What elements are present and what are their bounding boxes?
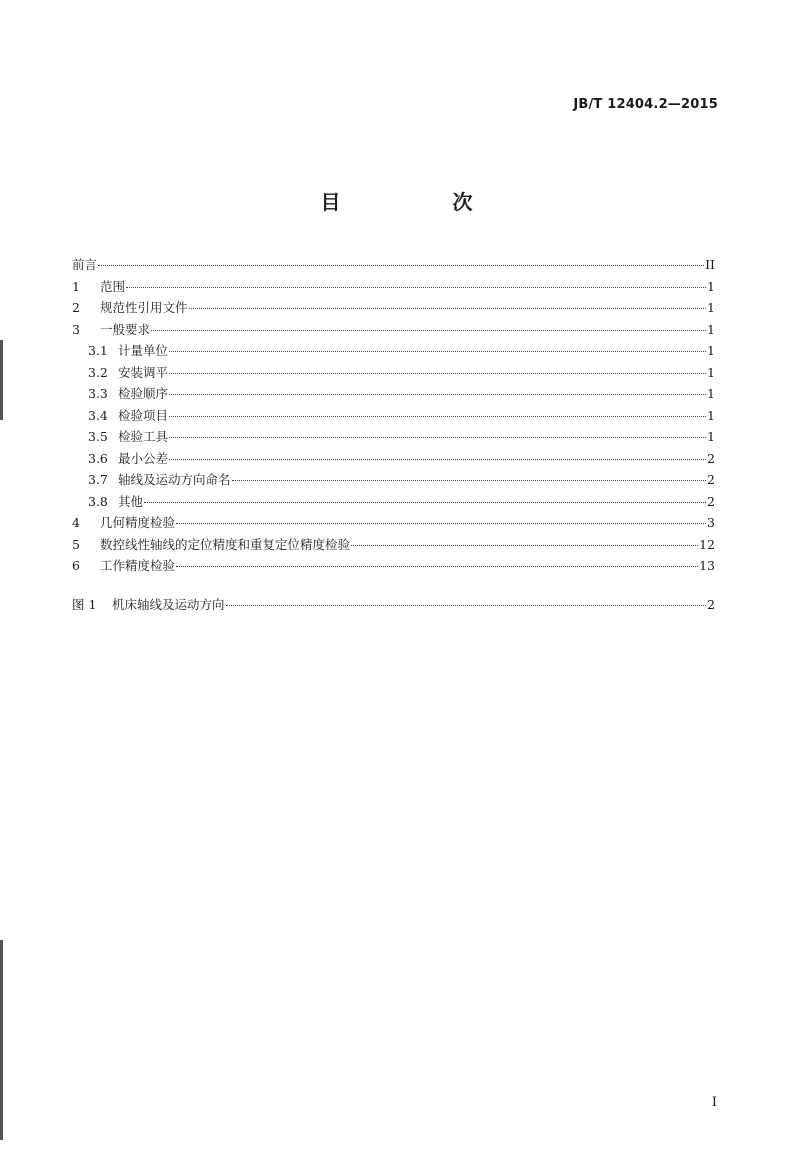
scan-edge-mark <box>0 940 3 1140</box>
toc-entry-page: 2 <box>707 596 715 612</box>
toc-entry-page: 1 <box>707 364 715 380</box>
toc-entry[interactable] <box>72 469 715 491</box>
toc-entry-number: 6 <box>72 558 80 573</box>
toc-entry-label: 检验顺序 <box>118 386 169 401</box>
toc-entry-number: 4 <box>72 515 80 530</box>
toc-entry[interactable] <box>72 491 715 513</box>
toc-entry-page: 12 <box>699 536 715 552</box>
toc-entry[interactable] <box>72 383 715 405</box>
page-number: I <box>711 1095 717 1110</box>
toc-entry-page: 2 <box>707 472 715 487</box>
toc-entry[interactable] <box>72 254 715 276</box>
toc-entry-page: II <box>705 257 715 272</box>
toc-entry-page: 1 <box>707 300 715 315</box>
toc-entry[interactable] <box>72 555 715 577</box>
toc-entry-number: 3.6 <box>88 450 108 466</box>
toc-entry-number: 3.1 <box>88 343 108 358</box>
toc-entry-number: 3.8 <box>88 493 108 509</box>
standard-code: JB/T 12404.2—2015 <box>573 97 718 112</box>
dot-leader <box>232 479 707 481</box>
toc-entry-number: 3.4 <box>88 407 108 423</box>
toc-entry-number: 3.2 <box>88 364 108 380</box>
toc-entry-number: 2 <box>72 300 80 315</box>
toc-entry-label: 数控线性轴线的定位精度和重复定位精度检验 <box>100 536 351 552</box>
toc-entry-page: 1 <box>707 343 715 358</box>
dot-leader <box>226 604 707 606</box>
toc-entry-number: 5 <box>72 536 80 552</box>
toc-entry-page: 1 <box>707 429 715 444</box>
dot-leader <box>98 264 704 266</box>
dot-leader <box>169 350 706 352</box>
toc-entry-label: 范围 <box>100 278 126 294</box>
toc-entry-label: 轴线及运动方向命名 <box>118 472 231 487</box>
toc-entry-page: 1 <box>707 278 715 294</box>
toc-entry[interactable] <box>72 340 715 362</box>
toc-entry-page: 3 <box>707 515 715 530</box>
toc-entry[interactable] <box>72 276 715 298</box>
dot-leader <box>351 544 698 546</box>
dot-leader <box>176 565 698 567</box>
scan-edge-mark <box>0 340 3 420</box>
toc-entry[interactable] <box>72 594 715 616</box>
toc-entry-page: 1 <box>707 407 715 423</box>
dot-leader <box>176 522 706 524</box>
toc-entry-label: 规范性引用文件 <box>100 300 188 315</box>
toc-title: 目 次 <box>320 190 519 214</box>
toc-entry[interactable] <box>72 297 715 319</box>
toc-entry-number: 3.3 <box>88 386 108 401</box>
toc-entry-label: 检验项目 <box>118 407 169 423</box>
toc-entry-label: 几何精度检验 <box>100 515 176 530</box>
toc-entry-number: 1 <box>72 278 80 294</box>
toc-entry-label: 检验工具 <box>118 429 169 444</box>
toc-entry-label: 计量单位 <box>118 343 169 358</box>
toc-entry-number: 3 <box>72 321 80 337</box>
toc-entry-label: 其他 <box>118 493 144 509</box>
toc-entry-number: 3.7 <box>88 472 108 487</box>
toc-entry[interactable] <box>72 426 715 448</box>
toc-entry-label: 前言 <box>72 257 98 272</box>
dot-leader <box>144 501 706 503</box>
dot-leader <box>169 372 706 374</box>
toc-entry[interactable] <box>72 448 715 470</box>
dot-leader <box>169 436 706 438</box>
dot-leader <box>169 393 706 395</box>
toc-entry-number: 3.5 <box>88 429 108 444</box>
toc-entry[interactable] <box>72 362 715 384</box>
toc-entry[interactable] <box>72 512 715 534</box>
dot-leader <box>189 307 707 309</box>
dot-leader <box>126 286 706 288</box>
dot-leader <box>151 329 706 331</box>
toc-entry-page: 1 <box>707 386 715 401</box>
toc-entry-page: 13 <box>699 558 715 573</box>
toc-entry-page: 2 <box>707 450 715 466</box>
dot-leader <box>169 415 706 417</box>
toc-entry-page: 2 <box>707 493 715 509</box>
toc-entry-page: 1 <box>707 321 715 337</box>
toc-entry[interactable] <box>72 319 715 341</box>
toc-entry-label: 工作精度检验 <box>100 558 176 573</box>
table-of-contents <box>72 254 715 615</box>
toc-entry-label: 安装调平 <box>118 364 169 380</box>
toc-entry-label: 最小公差 <box>118 450 169 466</box>
dot-leader <box>169 458 706 460</box>
section-gap <box>72 577 715 594</box>
toc-entry[interactable] <box>72 405 715 427</box>
toc-entry-label: 一般要求 <box>100 321 151 337</box>
toc-entry[interactable] <box>72 534 715 556</box>
toc-entry-number: 图 1 <box>72 596 97 612</box>
toc-entry-label: 机床轴线及运动方向 <box>112 596 225 612</box>
